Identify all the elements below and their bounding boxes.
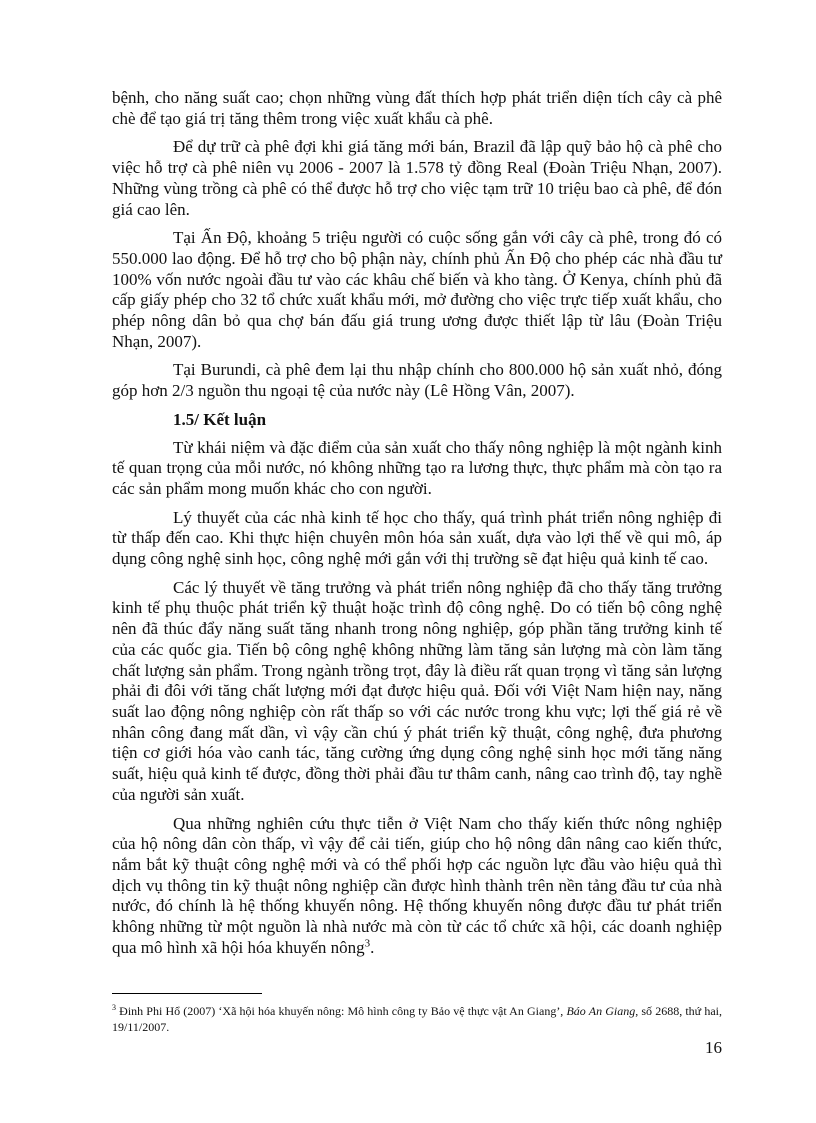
- page-body: [112, 88, 722, 966]
- paragraph: bệnh, cho năng suất cao; chọn những vùng đất thích hợp phát triển diện tích cây cà phê chè để tạo giá trị tăng thêm trong việc xuất khẩu cà phê.: [112, 88, 722, 128]
- footnote-separator: [112, 993, 262, 994]
- page-number: 16: [705, 1038, 722, 1057]
- footnote-reference[interactable]: 3: [364, 937, 371, 950]
- paragraph: Các lý thuyết về tăng trưởng và phát triển nông nghiệp đã cho thấy tăng trưởng kinh tế phụ thuộc phát triển kỹ thuật hoặc trình độ công nghệ. Do có tiến bộ công nghệ nên đã thúc đẩy năng suất tăng nhanh trong nông nghiệp, góp phần tăng trưởng kinh tế của các quốc gia. Tiến bộ công nghệ không những làm tăng sản lượng mà còn làm tăng chất lượng sản phẩm. Trong ngành trồng trọt, đây là điều rất quan trọng vì tăng sản lượng phải đi đôi với tăng chất lượng mới đạt được hiệu quả. Đối với Việt Nam hiện nay, năng suất lao động nông nghiệp còn rất thấp so với các nước trong khu vực; lợi thế giá rẻ về nhân công đang mất dần, vì vậy cần chú ý phát triển kỹ thuật, công nghệ, đưa phương tiện cơ giới hóa vào canh tác, tăng cường ứng dụng công nghệ sinh học mới tăng năng suất, hiệu quả kinh tế được, đồng thời phải đầu tư thâm canh, nâng cao trình độ, tay nghề của người sản xuất.: [112, 577, 722, 804]
- footnote-source: Báo An Giang: [566, 1004, 636, 1018]
- section-heading: 1.5/ Kết luận: [173, 409, 267, 429]
- paragraph: Lý thuyết của các nhà kinh tế học cho thấy, quá trình phát triển nông nghiệp đi từ thấp đến cao. Khi thực hiện chuyên môn hóa sản xuất, dựa vào lợi thế về qui mô, áp dụng công nghệ sinh học, công nghệ mới gắn với thị trường sẽ đạt hiệu quả kinh tế cao.: [112, 507, 722, 569]
- footnote-marker: 3: [112, 1003, 116, 1012]
- paragraph: Để dự trữ cà phê đợi khi giá tăng mới bán, Brazil đã lập quỹ bảo hộ cà phê cho việc hỗ trợ cà phê niên vụ 2006 - 2007 là 1.578 tỷ đồng Real (Đoàn Triệu Nhạn, 2007). Những vùng trồng cà phê có thể được hỗ trợ cho việc tạm trữ 10 triệu bao cà phê, để đón giá cao lên.: [112, 137, 722, 219]
- footnote-text: Đinh Phi Hổ (2007) ‘Xã hội hóa khuyến nông: Mô hình công ty Bảo vệ thực vật An Giang’,: [116, 1004, 567, 1018]
- footnote: [112, 1003, 722, 1035]
- paragraph: Từ khái niệm và đặc điểm của sản xuất cho thấy nông nghiệp là một ngành kinh tế quan trọng của mỗi nước, nó không những tạo ra lương thực, thực phẩm mà còn tạo ra các sản phẩm mong muốn khác cho con người.: [112, 437, 722, 498]
- paragraph: Qua những nghiên cứu thực tiễn ở Việt Nam cho thấy kiến thức nông nghiệp của hộ nông dân còn thấp, vì vậy để cải tiến, giúp cho hộ nông dân nâng cao kiến thức, nắm bắt kỹ thuật công nghệ mới và có thể phối hợp các nguồn lực đầu vào hiệu quả thì dịch vụ thông tin kỹ thuật nông nghiệp cần được hình thành trên nền tảng đầu tư của nhà nước, đó chính là hệ thống khuyến nông. Hệ thống khuyến nông được đầu tư phát triển không những từ một nguồn là nhà nước mà còn từ các tổ chức xã hội, các doanh nghiệp qua mô hình xã hội hóa khuyến nông$^3$.: [112, 813, 722, 957]
- paragraph: Tại Burundi, cà phê đem lại thu nhập chính cho 800.000 hộ sản xuất nhỏ, đóng góp hơn 2/3 nguồn thu ngoại tệ của nước này (Lê Hồng Vân, 2007).: [112, 360, 722, 401]
- paragraph: Tại Ấn Độ, khoảng 5 triệu người có cuộc sống gắn với cây cà phê, trong đó có 550.000 lao động. Để hỗ trợ cho bộ phận này, chính phủ Ấn Độ cho phép các nhà đầu tư 100% vốn nước ngoài đầu tư vào các khâu chế biến và kho tàng. Ở Kenya, chính phủ đã cấp giấy phép cho 32 tổ chức xuất khẩu mới, mở đường cho việc trực tiếp xuất khẩu, cho phép nông dân bỏ qua chợ bán đấu giá trung ương được thiết lập từ lâu (Đoàn Triệu Nhạn, 2007).: [112, 228, 722, 351]
- paragraph-text: Qua những nghiên cứu thực tiễn ở Việt Nam cho thấy kiến thức nông nghiệp của hộ nông dân còn thấp, vì vậy để cải tiến, giúp cho hộ nông dân nâng cao kiến thức, nắm bắt kỹ thuật công nghệ mới và có thể phối hợp các nguồn lực đầu vào hiệu quả thì dịch vụ thông tin kỹ thuật nông nghiệp cần được hình thành trên nền tảng đầu tư của nhà nước, đó chính là hệ thống khuyến nông. Hệ thống khuyến nông được đầu tư phát triển không những từ một nguồn là nhà nước mà còn từ các tổ chức xã hội, các doanh nghiệp qua mô hình xã hội hóa khuyến nông: [112, 813, 722, 957]
- footnote-text-end: , số 2688, thứ hai, 19/11/2007.: [112, 1004, 722, 1034]
